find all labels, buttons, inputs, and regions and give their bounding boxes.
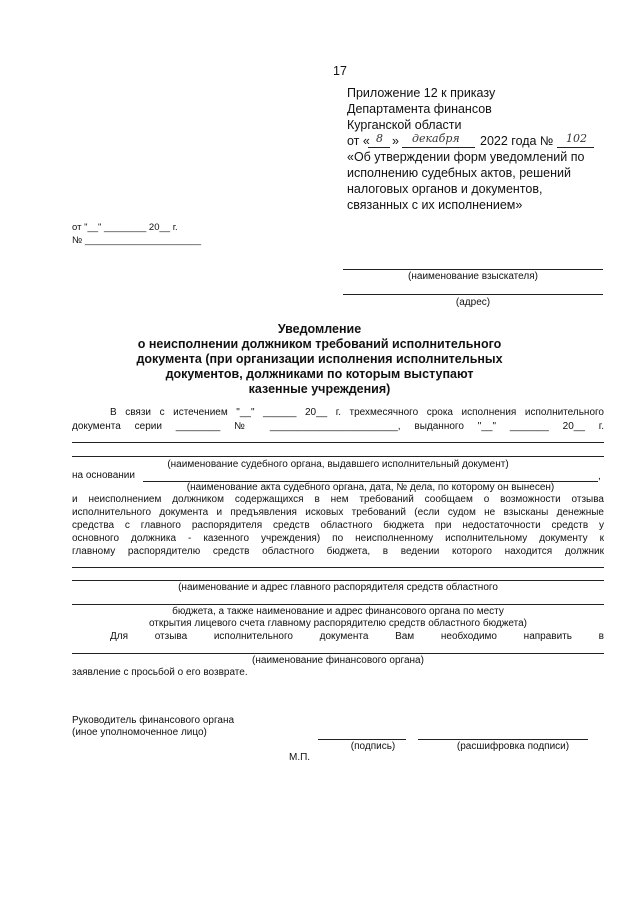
- heading-line: документа (при организации исполнения исполнительных: [136, 352, 503, 366]
- appendix-date-day: 8: [376, 132, 383, 145]
- body-line: и неисполнением должником содержащихся в нем требований сообщаем о возможности отзыва: [72, 494, 604, 505]
- page-number: 17: [333, 64, 347, 78]
- appendix-title-line: «Об утверждении форм уведомлений по: [347, 150, 585, 164]
- grbs-caption: бюджета, а также наименование и адрес финансового органа по месту: [172, 606, 504, 617]
- appendix-line: Департамента финансов: [347, 102, 492, 116]
- body-line: основного должника - казенного учреждения) по неисполненному исполнительному документу к: [72, 533, 604, 544]
- decode-caption: (расшифровка подписи): [456, 741, 570, 752]
- appendix-date-prefix: от «: [347, 134, 370, 148]
- appendix-line: Приложение 12 к приказу: [347, 86, 496, 100]
- appendix-date-mid: »: [392, 134, 399, 148]
- appendix-title-line: налоговых органов и документов,: [347, 182, 543, 196]
- grbs-caption: открытия лицевого счета главному распорядителю средств областного бюджета): [148, 618, 528, 629]
- court-caption: (наименование судебного органа, выдавшего исполнительный документ): [167, 459, 509, 470]
- signer-role: (иное уполномоченное лицо): [72, 727, 207, 738]
- body-line: В связи с истечением "__" ______ 20__ г. трехмесячного срока исполнения исполнительного: [110, 407, 604, 418]
- act-caption: (наименование акта судебного органа, дата, № дела, по которому он вынесен): [186, 482, 555, 493]
- body-line: средства с главного распорядителя средств областного бюджета при недостаточности средств у: [72, 520, 604, 531]
- body-line: Для отзыва исполнительного документа Вам необходимо направить в: [110, 631, 604, 642]
- fin-caption: (наименование финансового органа): [252, 655, 424, 666]
- appendix-title-line: связанных с их исполнением»: [347, 198, 523, 212]
- basis-comma: ,: [598, 471, 601, 482]
- heading-line: о неисполнении должником требований исполнительного: [137, 337, 502, 351]
- appendix-line: Курганской области: [347, 118, 462, 132]
- recipient-name-caption: (наименование взыскателя): [408, 271, 538, 282]
- sign-caption: (подпись): [350, 741, 396, 752]
- body-line: документа серии ________ № _______________________, выданного "__" _______ 20__ г.: [72, 421, 604, 432]
- basis-label: на основании: [72, 470, 135, 481]
- signer-role: Руководитель финансового органа: [72, 715, 235, 726]
- outgoing-date: от "__" ________ 20__ г.: [72, 222, 178, 233]
- body-line: исполнительного документа и предъявления исковых требований (если судом не взысканы денежные: [72, 507, 604, 518]
- body-line: заявление с просьбой о его возврате.: [72, 667, 248, 678]
- grbs-caption: (наименование и адрес главного распорядителя средств областного: [178, 582, 498, 593]
- stamp-label: М.П.: [289, 752, 311, 763]
- recipient-address-caption: (адрес): [455, 297, 491, 308]
- body-line: главному распорядителю средств областного бюджета, в ведении которого находится должник: [72, 546, 604, 557]
- heading-line: документов, должниками по которым выступают: [165, 367, 474, 381]
- heading-line: Уведомление: [277, 322, 362, 336]
- outgoing-number: № ______________________: [72, 235, 202, 246]
- appendix-title-line: исполнению судебных актов, решений: [347, 166, 571, 180]
- appendix-date-number: 102: [566, 132, 587, 145]
- appendix-date-month: декабря: [412, 132, 460, 145]
- heading-line: казенные учреждения): [248, 382, 391, 396]
- appendix-date-year: 2022 года №: [480, 134, 554, 148]
